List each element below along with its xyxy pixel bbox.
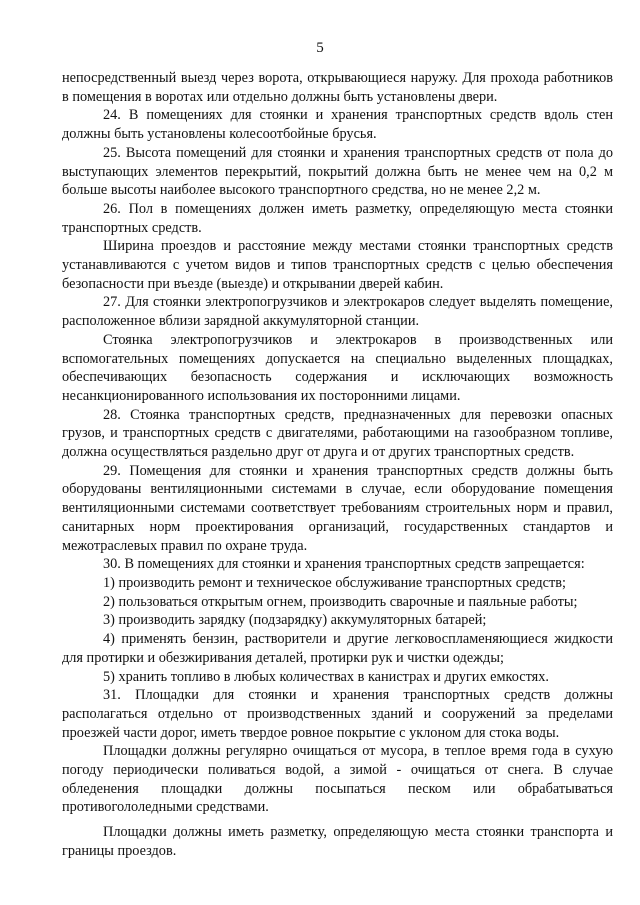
page-number: 5: [316, 40, 324, 56]
document-body: [62, 69, 613, 861]
paragraph-31-cleaning: Площадки должны регулярно очищаться от мусора, в теплое время года в сухую погоду периодически поливаться водой, а зимой - очищаться от снега. В случае обледенения площадки должны посыпаться песком или обрабатываться противогололедными средствами.: [62, 743, 613, 816]
paragraph-26: 26. Пол в помещениях должен иметь разметку, определяющую места стоянки транспортных средств.: [62, 200, 613, 236]
paragraph-27: 27. Для стоянки электропогрузчиков и электрокаров следует выделять помещение, расположенное вблизи зарядной аккумуляторной станции.: [62, 294, 613, 330]
paragraph-27-electric-carts: Стоянка электропогрузчиков и электрокаров в производственных или вспомогательных помещениях допускается на специально выделенных площадках, обеспечивающих безопасность содержания и исключающих возможность несанкционированного использования их посторонними лицами.: [62, 331, 613, 404]
list-item-30-1: 1) производить ремонт и техническое обслуживание транспортных средств;: [103, 574, 566, 591]
paragraph-continuation: непосредственный выезд через ворота, открывающиеся наружу. Для прохода работников в помещения в воротах или отдельно должны быть установлены двери.: [62, 70, 613, 105]
paragraph-29: 29. Помещения для стоянки и хранения транспортных средств должны быть оборудованы вентиляционными системами в случае, если оборудование помещения вентиляционными системами соответствует требованиям строительных норм и правил, санитарных норм проектирования организаций, государственных стандартов и межотраслевых правил по охране труда.: [62, 462, 613, 554]
paragraph-24: 24. В помещениях для стоянки и хранения транспортных средств вдоль стен должны быть установлены колесоотбойные брусья.: [62, 107, 613, 143]
list-item-30-2: 2) пользоваться открытым огнем, производить сварочные и паяльные работы;: [103, 593, 578, 610]
paragraph-26-driveway-width: Ширина проездов и расстояние между местами стоянки транспортных средств устанавливаются с учетом видов и типов транспортных средств с целью обеспечения безопасности при въезде (выезде) и открывании дверей кабин.: [62, 238, 613, 292]
paragraph-30: 30. В помещениях для стоянки и хранения транспортных средств запрещается:: [103, 556, 585, 573]
paragraph-28: 28. Стоянка транспортных средств, предназначенных для перевозки опасных грузов, и транспортных средств с двигателями, работающими на газообразном топливе, должна осуществляться раздельно друг от друга и от других транспортных средств.: [62, 406, 613, 461]
paragraph-31-marking: Площадки должны иметь разметку, определяющую места стоянки транспорта и границы проездов.: [62, 824, 613, 859]
paragraph-25: 25. Высота помещений для стоянки и хранения транспортных средств от пола до выступающих элементов перекрытий, покрытий должна быть не менее чем на 0,2 м больше высоты наиболее высокого транспортного средства, но не менее 2,2 м.: [62, 144, 613, 199]
list-item-30-3: 3) производить зарядку (подзарядку) аккумуляторных батарей;: [103, 612, 487, 629]
list-item-30-5: 5) хранить топливо в любых количествах в канистрах и других емкостях.: [103, 668, 549, 685]
list-item-30-4: 4) применять бензин, растворители и другие легковоспламеняющиеся жидкости для протирки и обезжиривания деталей, протирки рук и чистки одежды;: [62, 631, 613, 666]
paragraph-31: 31. Площадки для стоянки и хранения транспортных средств должны располагаться отдельно от производственных зданий и сооружений за пределами проезжей части дорог, иметь твердое ровное покрытие с уклоном для стока воды.: [62, 687, 613, 741]
